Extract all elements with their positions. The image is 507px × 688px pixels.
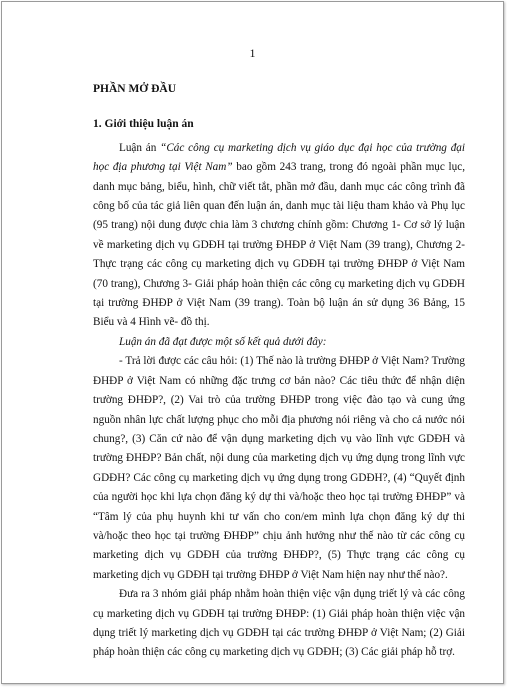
intro-lead: Luận án	[119, 141, 161, 154]
document-page	[1, 1, 504, 684]
page-content	[93, 80, 465, 663]
intro-rest: bao gồm 243 trang, trong đó ngoài phần mục lục, danh mục bảng, biểu, hình, chữ viết tắt, phần mở đầu, danh mục các công trình đã công bố của tác giả liên quan đến luận án, danh mục tài liệu tham khảo và Phụ lục (95 trang) nội dung được chia làm 3 chương chính gồm: Chương 1- Cơ sở lý luận về marketing dịch vụ GDĐH tại trường ĐHĐP ở Việt Nam (39 trang), Chương 2- Thực trạng các công cụ marketing dịch vụ GDĐH tại trường ĐHĐP ở Việt Nam (70 trang), Chương 3- Giải pháp hoàn thiện các công cụ marketing dịch vụ GDĐH tại trường ĐHĐP ở Việt Nam (39 trang). Toàn bộ luận án sử dụng 36 Bảng, 15 Biểu và 4 Hình vẽ- đồ thị.	[93, 161, 465, 329]
thesis-title: “Các công cụ marketing dịch vụ giáo dục đại học của trường đại học địa phương tại Việt Nam”	[93, 141, 465, 174]
section-heading: 1. Giới thiệu luận án	[93, 118, 194, 131]
page-number: 1	[249, 46, 256, 60]
solutions-paragraph: Đưa ra 3 nhóm giải pháp nhằm hoàn thiện việc vận dụng triết lý và các công cụ marketing dịch vụ GDĐH tại trường ĐHĐP: (1) Giải pháp hoàn thiện việc vận dụng triết lý marketing dịch vụ GDĐH tại các trường ĐHĐP ở Việt Nam; (2) Giải pháp hoàn thiện các công cụ marketing dịch vụ GDĐH; (3) Các giải pháp hỗ trợ.	[93, 588, 465, 659]
intro-paragraph	[93, 139, 465, 333]
part-title: PHẦN MỞ ĐẦU	[93, 83, 177, 95]
results-intro: Luận án đã đạt được một số kết quả dưới đây:	[119, 335, 327, 348]
results-paragraph: - Trả lời được các câu hỏi: (1) Thế nào là trường ĐHĐP ở Việt Nam? Trường ĐHĐP ở Việt Nam có những đặc trưng cơ bản nào? Các tiêu thức để nhận diện trường ĐHĐP?, (2) Vai trò của trường ĐHĐP trong việc đào tạo và cung ứng nguồn nhân lực chất lượng phục cho mỗi địa phương nói riêng và cho cả nước nói chung?, (3) Căn cứ nào để vận dụng marketing dịch vụ vào lĩnh vực GDĐH và trường ĐHĐP? Bản chất, nội dung của marketing dịch vụ ứng dụng trong lĩnh vực GDĐH? Các công cụ marketing dịch vụ ứng dụng trong GDĐH?, (4) “Quyết định của người học khi lựa chọn đăng ký dự thi và/hoặc theo học tại trường ĐHĐP” và “Tâm lý của phụ huynh khi tư vấn cho con/em mình lựa chọn đăng ký dự thi và/hoặc theo học tại trường ĐHĐP” chịu ảnh hưởng như thế nào từ các công cụ marketing dịch vụ GDĐH của trường ĐHĐP?, (5) Thực trạng các công cụ marketing dịch vụ GDĐH tại trường ĐHĐP ở Việt Nam hiện nay như thế nào?.	[93, 355, 465, 581]
